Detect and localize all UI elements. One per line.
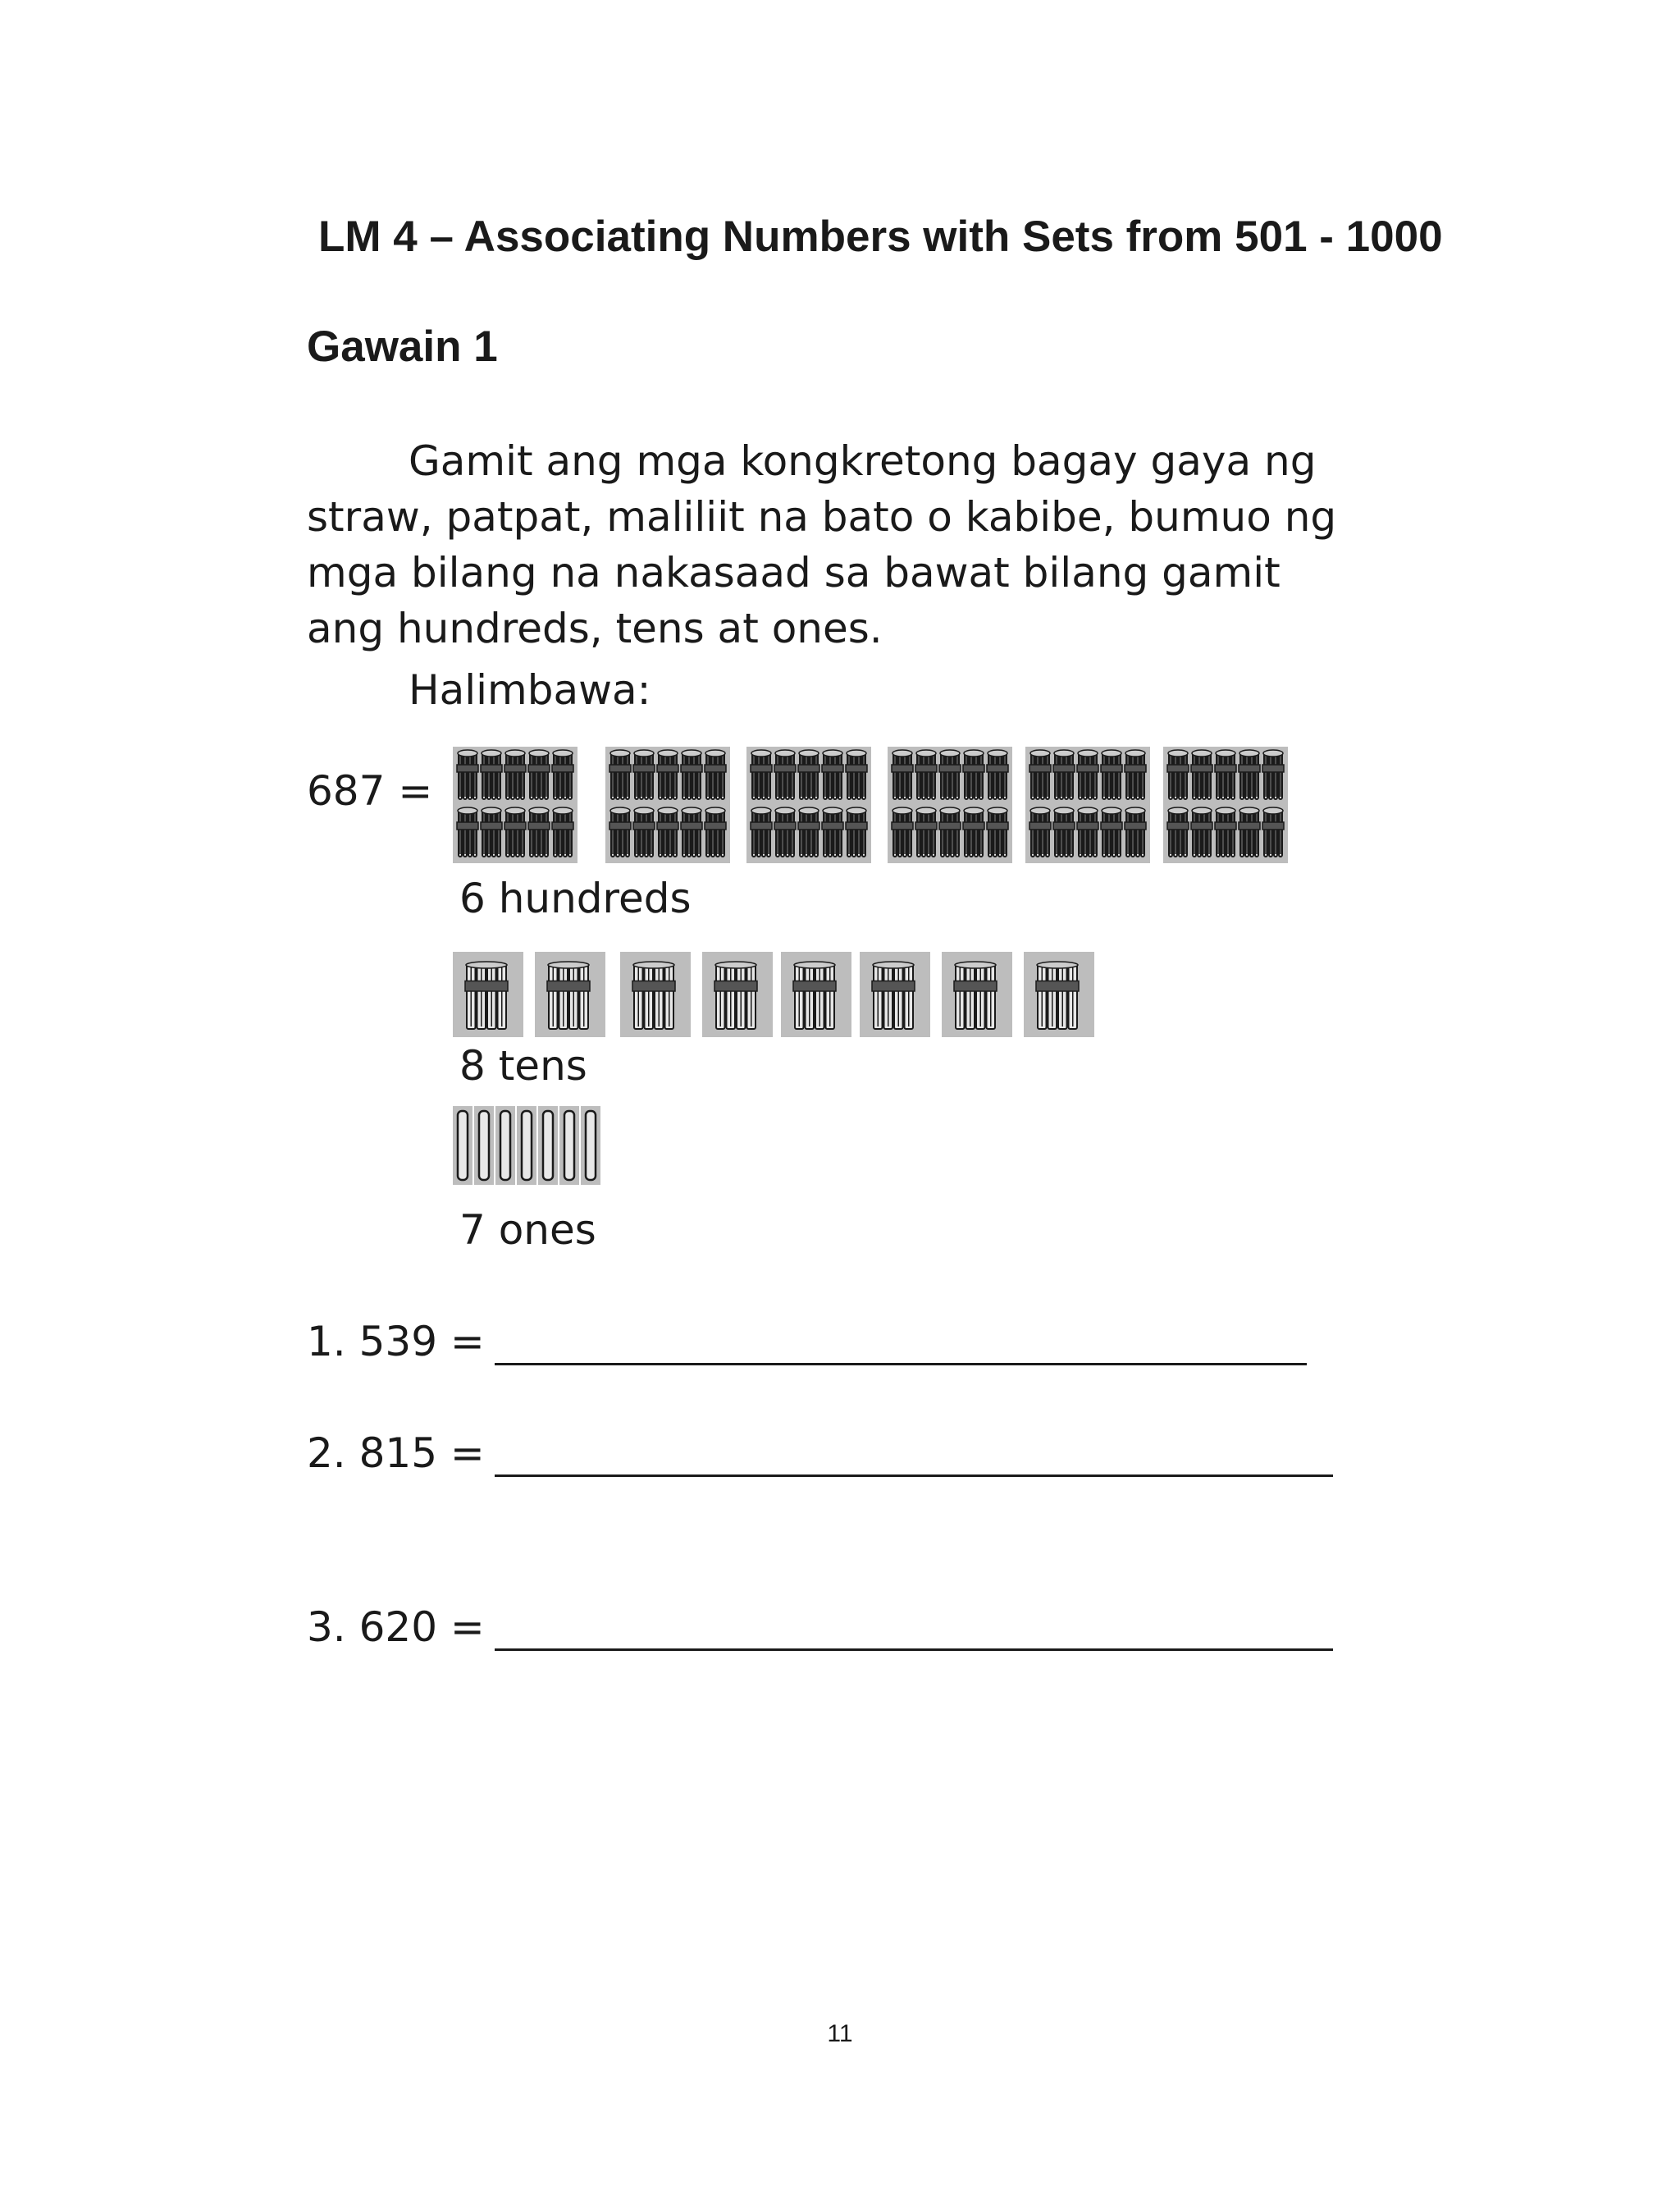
answer-line[interactable] — [495, 1324, 1307, 1365]
ten-bundle-icon — [453, 952, 523, 1037]
hundred-bundle-icon — [453, 747, 578, 863]
single-stick-icon — [538, 1106, 558, 1185]
ten-bundle-icon — [535, 952, 605, 1037]
page-number: 11 — [827, 2020, 853, 2047]
instruction-line: ang hundreds, tens at ones. — [307, 605, 883, 652]
instruction-line: straw, patpat, maliliit na bato o kabibe, bumuo ng — [307, 493, 1337, 541]
single-stick-icon — [517, 1106, 536, 1185]
instruction-line: Gamit ang mga kongkretong bagay gaya ng — [409, 437, 1317, 485]
exercise-item-1 — [307, 1318, 1307, 1365]
ten-bundle-icon — [620, 952, 691, 1037]
single-stick-icon — [581, 1106, 600, 1185]
tens-pictures — [453, 952, 1094, 1037]
exercise-item-3 — [307, 1603, 1333, 1651]
hundred-bundle-icon — [1025, 747, 1150, 863]
hundred-bundle-icon — [888, 747, 1012, 863]
ones-caption: 7 ones — [459, 1206, 596, 1254]
activity-heading: Gawain 1 — [307, 322, 498, 371]
hundreds-pictures — [453, 747, 1288, 863]
ten-bundle-icon — [781, 952, 851, 1037]
lesson-title: LM 4 – Associating Numbers with Sets from 501 - 1000 — [318, 213, 1443, 261]
single-stick-icon — [559, 1106, 579, 1185]
hundred-bundle-icon — [746, 747, 871, 863]
exercise-label: 1. 539 = — [307, 1318, 485, 1365]
instructions — [307, 433, 1480, 656]
ones-pictures — [453, 1106, 600, 1185]
ten-bundle-icon — [860, 952, 930, 1037]
hundred-bundle-icon — [605, 747, 730, 863]
example-number: 687 = — [307, 767, 433, 815]
example-label: Halimbawa: — [409, 666, 651, 714]
hundred-bundle-icon — [1163, 747, 1288, 863]
exercise-label: 3. 620 = — [307, 1603, 485, 1651]
ten-bundle-icon — [702, 952, 773, 1037]
single-stick-icon — [474, 1106, 494, 1185]
single-stick-icon — [495, 1106, 515, 1185]
ten-bundle-icon — [942, 952, 1012, 1037]
answer-line[interactable] — [495, 1435, 1333, 1477]
ten-bundle-icon — [1024, 952, 1094, 1037]
exercise-label: 2. 815 = — [307, 1429, 485, 1477]
answer-line[interactable] — [495, 1609, 1333, 1651]
instruction-line: mga bilang na nakasaad sa bawat bilang gamit — [307, 549, 1281, 597]
single-stick-icon — [453, 1106, 472, 1185]
exercise-item-2 — [307, 1429, 1333, 1477]
tens-caption: 8 tens — [459, 1042, 587, 1090]
hundreds-caption: 6 hundreds — [459, 875, 692, 922]
